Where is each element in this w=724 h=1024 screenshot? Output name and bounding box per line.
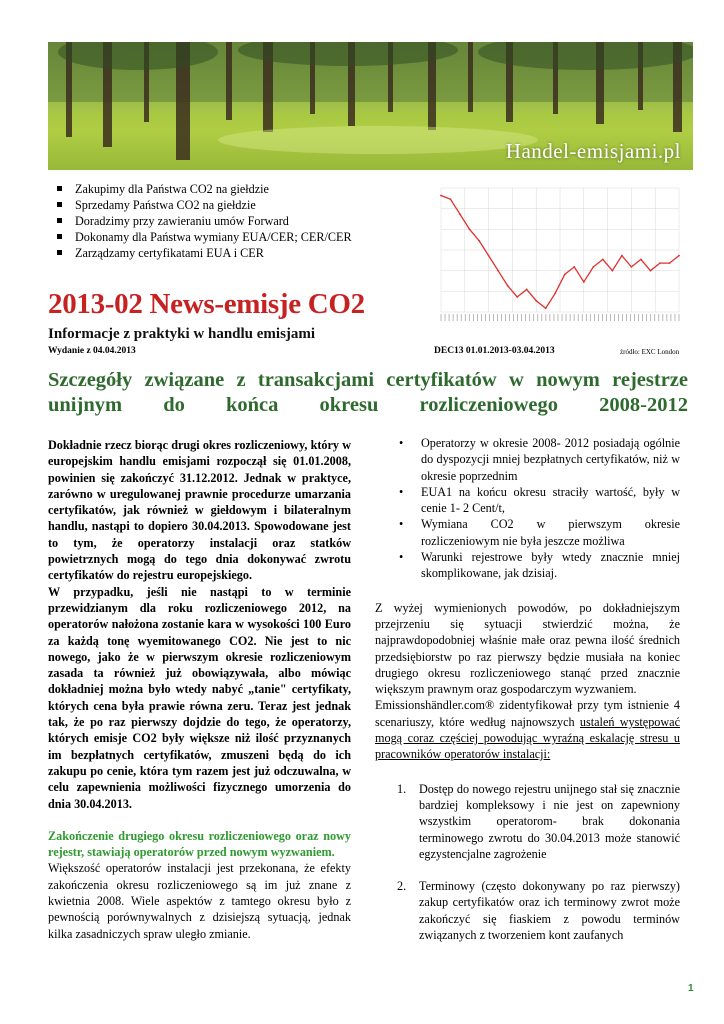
chart-point: [497, 270, 499, 272]
list-item: • Wymiana CO2 w pierwszym okresie rozliczeniowym nie była jeszcze możliwa: [399, 517, 680, 548]
list-item: Zarządzamy certyfikatami EUA i CER: [55, 245, 352, 261]
paragraph: Dokładnie rzecz biorąc drugi okres rozliczeniowy, który w europejskim handlu emisjami rozpoczął się 01.01.2008, powinien się zakończyć 31.12.2012. Jednak w praktyce, zarówno w uregulowanej prawnie procedurze umarzania certyfikatów, jak również w giełdowym i bilateralnym handlu, nastąpi to dopiero 30.04.2013. Spowodowane jest to tym, że operatorzy instalacji oraz statków powietrznych mogą do tego dnia dokonywać zwrotu certyfikatów do rejestru europejskiego.: [48, 438, 351, 583]
right-column: [375, 435, 680, 959]
chart-source: źródło: EXC London: [620, 348, 680, 356]
square-bullet-icon: [57, 234, 62, 239]
list-item: 2. Terminowy (często dokonywany po raz pierwszy) zakup certyfikatów oraz ich terminowy zwrot może zakończyć się fiaskiem z powodu terminów związanych z tworzeniem kont zaufanych: [397, 879, 680, 943]
list-item: • EUA1 na końcu okresu straciły wartość, były w cenie 1- 2 Cent/t,: [399, 484, 680, 516]
left-column: [48, 437, 351, 942]
bullet-list: [375, 435, 680, 582]
chart-point: [564, 274, 566, 276]
paragraph: Z wyżej wymienionych powodów, po dokładniejszym przejrzeniu się sytuacji stwierdzić można, że najprawdopodobniej właśnie małe oraz pewna ilość średnich przedsiębiorstw po raz pierwszy będzie musiała na koniec drugiego okresu rozliczeniowego stanąć przed znacznie większym prawnym oraz gospodarczym wyzwaniem.: [375, 600, 680, 697]
list-item: Sprzedamy Państwa CO2 na giełdzie: [55, 197, 352, 213]
chart-caption: DEC13 01.01.2013-03.04.2013: [434, 346, 555, 356]
chart-point: [583, 281, 585, 283]
services-list: [55, 181, 352, 261]
list-item: Dokonamy dla Państwa wymiany EUA/CER; CER/CER: [55, 229, 352, 245]
chart-point: [507, 285, 509, 287]
edition-date: Wydanie z 04.04.2013: [48, 346, 136, 356]
chart-point: [545, 307, 547, 309]
bullet-icon: •: [399, 484, 404, 499]
chart-point: [535, 300, 537, 302]
list-item: • Warunki rejestrowe były wtedy znacznie mniej skomplikowane, jak dzisiaj.: [399, 550, 680, 581]
site-name: Handel-emisjami.pl: [505, 139, 681, 163]
paragraph: Emissionshändler.com® zidentyfikował przy tym istnienie 4 scenariuszy, które według najnowszych ustaleń występować mogą coraz częściej powodując wyraźną eskalację stresu u pracowników operatorów instalacji:: [375, 698, 681, 762]
chart-point: [602, 258, 604, 260]
paragraph: W przypadku, jeśli nie nastąpi to w terminie przewidzianym dla roku rozliczeniowego 2012, na operatorów nałożona zostanie kara w wysokości 100 Euro za każdą tonę wyemitowanego CO2. Nie jest to nic nowego, jako że w pierwszym okresie rozliczeniowym zasada ta również już obowiązywała, albo mówiąc dokładniej można było wtedy nabyć „tanie" certyfikaty, których cena była prawie równa zeru. Teraz jest jednak tak, że po raz pierwszy dojdzie do tego, że operatorzy, których emisje CO2 były większe niż ilość przyznanych im bezpłatnych certyfikatów, zmuszeni będą do ich zakupu po cenie, która tym razem jest już odczuwalna, w celu zapewnienia możliwości fizycznego umorzenia do dnia 30.04.2013.: [48, 584, 351, 811]
chart-point: [516, 296, 518, 298]
chart-point: [440, 195, 442, 197]
chart-point: [640, 258, 642, 260]
chart-point: [678, 255, 680, 257]
numbered-list: [375, 781, 680, 944]
chart-point: [659, 262, 661, 264]
list-item: Zakupimy dla Państwa CO2 na giełdzie: [55, 181, 352, 197]
chart-point: [450, 198, 452, 200]
chart-point: [459, 213, 461, 215]
chart-point: [478, 240, 480, 242]
list-item: • Operatorzy w okresie 2008- 2012 posiadają ogólnie do dyspozycji mniej bezpłatnych certyfikatów, niż w okresie poprzednim: [399, 436, 680, 483]
chart-point: [573, 266, 575, 268]
header-banner: [48, 42, 693, 170]
chart-point: [526, 289, 528, 291]
section-heading: Szczegóły związane z transakcjami certyfikatów w nowym rejestrze unijnym do końca okresu rozliczeniowego 2008-2012: [48, 369, 688, 416]
price-chart: [435, 180, 685, 336]
page-number: 1: [688, 983, 694, 994]
chart-grid: [441, 188, 679, 312]
chart-point: [669, 262, 671, 264]
bullet-icon: •: [399, 436, 404, 450]
square-bullet-icon: [57, 202, 62, 207]
square-bullet-icon: [57, 186, 62, 191]
chart-point: [650, 270, 652, 272]
list-item: Doradzimy przy zawieraniu umów Forward: [55, 213, 352, 229]
paragraph: Większość operatorów instalacji jest przekonana, że efekty zakończenia okresu rozliczeniowego są im już znane z kwietnia 2008. Wiele aspektów z tamtego okresu było z pewnością porównywalnych z dzisiejszą sytuacją, jednak kilka zasadniczych spraw uległo zmianie.: [48, 861, 351, 941]
page-title: 2013-02 News-emisje CO2: [48, 288, 365, 320]
page-subtitle: Informacje z praktyki w handlu emisjami: [48, 326, 316, 342]
square-bullet-icon: [57, 218, 62, 223]
chart-point: [631, 266, 633, 268]
chart-point: [469, 228, 471, 230]
bullet-icon: •: [399, 550, 404, 565]
chart-point: [621, 255, 623, 257]
bullet-icon: •: [399, 517, 404, 532]
chart-point: [488, 255, 490, 257]
chart-x-ticks: [441, 314, 679, 321]
list-item: 1. Dostęp do nowego rejestru unijnego stał się znacznie bardziej kompleksowy i nie jest on zapewniony wszystkim operatorom- brak dokonania terminowego zwrotu do 30.04.2013 może stanowić egzystencjalne zagrożenie: [397, 781, 680, 861]
chart-point: [611, 270, 613, 272]
chart-point: [554, 292, 556, 294]
square-bullet-icon: [57, 250, 62, 255]
subsection-heading: Zakończenie drugiego okresu rozliczeniowego oraz nowy rejestr, stawiają operatorów przed nowym wyzwaniem.: [48, 828, 351, 860]
chart-point: [592, 266, 594, 268]
